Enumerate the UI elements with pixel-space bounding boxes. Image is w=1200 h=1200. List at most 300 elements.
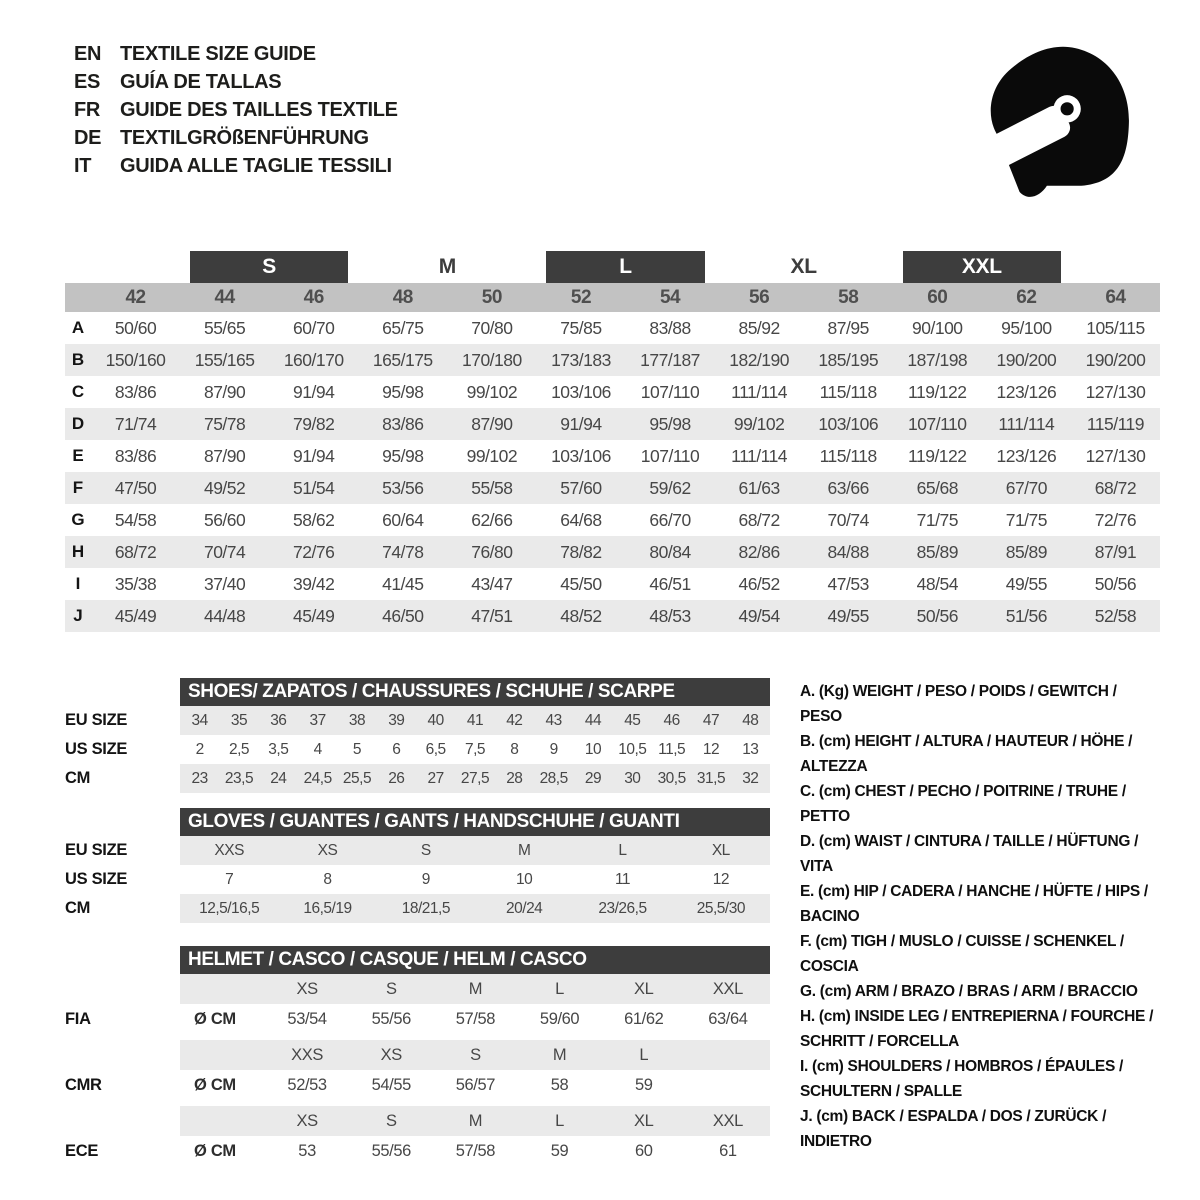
language-code: IT (74, 154, 92, 177)
measurement-value: 87/90 (203, 381, 246, 402)
measurement-value: 53/56 (382, 477, 424, 498)
gloves-size-value: 25,5/30 (696, 899, 745, 917)
measurement-value: 65/75 (382, 317, 424, 338)
measurement-value: 87/90 (471, 413, 513, 434)
measurement-value: 72/76 (1094, 509, 1137, 530)
measurement-value: 70/80 (471, 317, 513, 338)
shoes-size-value: 37 (309, 711, 326, 729)
measurement-value: 123/126 (996, 381, 1057, 402)
measurement-value: 105/115 (1086, 317, 1145, 338)
shoes-size-value: 25,5 (342, 769, 372, 787)
legend-entry: D. (cm) WAIST / CINTURA / TAILLE / HÜFTUNG / VITA (800, 833, 1139, 875)
measurement-value: 60/70 (293, 317, 335, 338)
shoes-size-value: 6 (392, 740, 401, 758)
measurement-value: 91/94 (293, 445, 335, 466)
helmet-size-label: XS (296, 1111, 318, 1130)
measurement-value: 111/114 (731, 381, 788, 402)
measurement-row-label: J (73, 606, 83, 625)
gloves-size-row (180, 836, 770, 865)
numeric-size: 46 (303, 286, 324, 308)
measurement-value: 91/94 (560, 413, 602, 434)
measurement-value: 47/53 (827, 573, 869, 594)
measurement-row (65, 472, 1160, 504)
measurement-value: 83/88 (649, 317, 691, 338)
shoes-size-value: 45 (624, 711, 641, 729)
measurement-value: 82/86 (738, 541, 780, 562)
measurement-value: 68/72 (114, 541, 157, 562)
shoes-size-value: 23,5 (224, 769, 254, 787)
measurement-value: 123/126 (996, 445, 1057, 466)
measurement-value: 59/62 (649, 477, 691, 498)
gloves-size-value: 11 (614, 870, 631, 888)
gloves-section-title: GLOVES / GUANTES / GANTS / HANDSCHUHE / GUANTI (180, 808, 770, 836)
numeric-size: 58 (838, 286, 859, 308)
measurement-value: 68/72 (738, 509, 780, 530)
measurement-value: 55/65 (203, 317, 246, 338)
measurement-value: 75/78 (203, 413, 246, 434)
measurement-value: 54/58 (114, 509, 157, 530)
shoes-size-value: 43 (545, 711, 562, 729)
measurement-row-label: D (71, 414, 85, 433)
measurement-value: 95/98 (649, 413, 691, 434)
helmet-size-value: 55/56 (371, 1009, 411, 1028)
shoes-size-row (180, 764, 770, 793)
helmet-size-value: 53 (298, 1141, 316, 1160)
measurement-row (65, 504, 1160, 536)
measurement-value: 103/106 (818, 413, 879, 434)
measurement-value: 150/160 (105, 349, 166, 370)
gloves-size-value: XL (711, 841, 730, 859)
gloves-size-value: 20/24 (506, 899, 543, 917)
measurement-value: 91/94 (293, 381, 335, 402)
measurement-value: 71/74 (114, 413, 157, 434)
helmet-size-value: 60 (634, 1141, 653, 1160)
gloves-size-value: M (517, 841, 531, 859)
measurement-value: 71/75 (916, 509, 958, 530)
shoes-size-value: 2 (195, 740, 204, 758)
measurement-row (65, 376, 1160, 408)
shoes-size-value: 36 (270, 711, 287, 729)
shoes-size-value: 46 (663, 711, 680, 729)
gloves-size-value: 9 (421, 870, 430, 888)
measurement-value: 60/64 (382, 509, 424, 530)
language-row (74, 152, 398, 180)
measurement-value: 177/187 (640, 349, 700, 370)
measurement-value: 58/62 (293, 509, 335, 530)
measurement-row-label: A (71, 318, 85, 337)
measurement-value: 67/70 (1005, 477, 1048, 498)
shoes-size-value: 28,5 (539, 769, 568, 787)
shoes-size-value: 41 (466, 711, 484, 729)
measurement-value: 127/130 (1085, 381, 1146, 402)
gloves-size-section (65, 808, 770, 923)
legend-entry: E. (cm) HIP / CADERA / HANCHE / HÜFTE / HIPS / BACINO (800, 883, 1148, 925)
shoes-size-value: 7,5 (464, 740, 486, 758)
language-guide-title: GUIDE DES TAILLES TEXTILE (120, 98, 398, 121)
numeric-size: 62 (1016, 286, 1037, 308)
helmet-standard-label: CMR (65, 1076, 102, 1094)
helmet-size-label: M (468, 979, 483, 998)
measurement-value: 76/80 (471, 541, 513, 562)
measurement-value: 119/122 (908, 445, 967, 466)
helmet-size-label: XS (380, 1045, 402, 1064)
measurement-value: 103/106 (551, 445, 611, 466)
measurement-value: 45/49 (114, 605, 157, 626)
measurement-value: 65/68 (916, 477, 958, 498)
shoes-size-value: 12 (702, 740, 720, 758)
helmet-size-label: S (385, 979, 397, 998)
helmet-unit-label: Ø CM (194, 1009, 236, 1028)
helmet-size-label: XS (296, 979, 318, 998)
helmet-size-label: M (552, 1045, 567, 1064)
helmet-standard-label-slot (65, 974, 180, 1040)
helmet-standard-label-slot (65, 1040, 180, 1106)
measurement-value: 79/82 (293, 413, 335, 434)
measurement-value: 49/55 (827, 605, 869, 626)
shoes-size-value: 27,5 (460, 769, 490, 787)
numeric-size: 42 (125, 286, 146, 308)
language-row (74, 40, 398, 68)
shoes-size-value: 24,5 (303, 769, 332, 787)
measurement-value: 43/47 (471, 573, 513, 594)
helmet-size-value: 61/62 (624, 1009, 664, 1028)
legend-entry: B. (cm) HEIGHT / ALTURA / HAUTEUR / HÖHE / ALTEZZA (800, 733, 1133, 775)
measurement-row (65, 600, 1160, 632)
helmet-size-label: S (470, 1045, 481, 1064)
language-guide-title: TEXTILE SIZE GUIDE (120, 42, 316, 65)
language-row (74, 68, 398, 96)
legend-entry: J. (cm) BACK / ESPALDA / DOS / ZURÜCK / INDIETRO (800, 1108, 1107, 1150)
helmet-sizes-row (180, 1106, 770, 1136)
helmet-standard-label-slot (65, 1106, 180, 1172)
measurement-value: 75/85 (560, 317, 602, 338)
measurement-value: 71/75 (1005, 509, 1048, 530)
measurement-value: 99/102 (466, 381, 518, 402)
helmet-sizes-row (180, 1040, 770, 1070)
measurement-value: 190/200 (1085, 349, 1146, 370)
helmet-section-title: HELMET / CASCO / CASQUE / HELM / CASCO (180, 946, 770, 974)
shoes-size-value: 47 (702, 711, 720, 729)
language-guide-title: TEXTILGRÖßENFÜHRUNG (120, 126, 369, 149)
measurement-value: 45/50 (560, 573, 602, 594)
shoes-size-value: 39 (388, 711, 405, 729)
helmet-size-value: 53/54 (287, 1009, 327, 1028)
language-code: FR (74, 98, 101, 121)
measurement-value: 63/66 (827, 477, 869, 498)
measurement-value: 56/60 (203, 509, 246, 530)
gloves-size-value: 16,5/19 (303, 899, 352, 917)
shoes-size-value: 29 (584, 769, 602, 787)
numeric-size: 44 (214, 286, 235, 308)
measurement-value: 52/58 (1094, 605, 1137, 626)
measurement-row-label: F (72, 478, 84, 497)
gloves-side-labels (65, 808, 180, 923)
helmet-standard-label: FIA (65, 1010, 91, 1028)
measurement-value: 49/52 (203, 477, 246, 498)
size-group-label: S (190, 251, 348, 283)
measurement-value: 55/58 (471, 477, 513, 498)
shoes-size-value: 10 (584, 740, 602, 758)
measurement-value: 85/92 (738, 317, 780, 338)
measurement-value: 165/175 (372, 349, 433, 370)
measurement-value: 45/49 (293, 605, 335, 626)
shoes-size-value: 23 (191, 769, 208, 787)
measurement-value: 187/198 (907, 349, 968, 370)
helmet-size-value: 57/58 (455, 1009, 496, 1028)
measurement-value: 49/55 (1005, 573, 1048, 594)
measurement-value: 99/102 (733, 413, 785, 434)
helmet-unit-label: Ø CM (194, 1141, 236, 1160)
numeric-size: 64 (1105, 286, 1126, 308)
helmet-size-label: S (385, 1111, 397, 1130)
helmet-standard-group (180, 1106, 770, 1166)
shoes-row-label: EU SIZE (65, 711, 128, 729)
gloves-size-value: XS (317, 841, 338, 859)
measurement-value: 70/74 (827, 509, 869, 530)
helmet-size-label: XXS (291, 1045, 323, 1064)
shoes-size-value: 32 (742, 769, 759, 787)
measurement-value: 160/170 (283, 349, 344, 370)
measurement-value: 48/52 (560, 605, 602, 626)
shoes-size-value: 28 (506, 769, 523, 787)
size-group-label: XXL (903, 251, 1061, 283)
gloves-size-value: 10 (516, 870, 533, 888)
shoes-size-value: 13 (742, 740, 759, 758)
shoes-size-value: 40 (427, 711, 444, 729)
helmet-size-label: XXL (712, 979, 743, 998)
shoes-size-value: 42 (506, 711, 523, 729)
helmet-standard-group (180, 1040, 770, 1100)
measurement-value: 68/72 (1094, 477, 1137, 498)
measurement-value: 51/54 (293, 477, 335, 498)
measurement-value: 83/86 (114, 381, 157, 402)
numeric-size: 52 (570, 286, 592, 308)
size-group-header-row (65, 251, 1160, 283)
measurement-value: 50/56 (916, 605, 958, 626)
measurement-value: 115/118 (819, 445, 877, 466)
measurement-row-label: I (75, 574, 81, 593)
measurement-row (65, 344, 1160, 376)
helmet-standard-label: ECE (65, 1142, 99, 1160)
shoes-size-value: 10,5 (618, 740, 647, 758)
numeric-size: 60 (927, 286, 948, 308)
measurement-value: 83/86 (382, 413, 424, 434)
measurement-value: 47/51 (471, 605, 513, 626)
helmet-size-value: 55/56 (371, 1141, 411, 1160)
measurement-value: 44/48 (203, 605, 246, 626)
measurement-legend (800, 679, 1162, 1154)
legend-entry: A. (Kg) WEIGHT / PESO / POIDS / GEWITCH / PESO (800, 683, 1117, 725)
measurement-value: 87/95 (827, 317, 869, 338)
helmet-size-value: 59 (550, 1141, 569, 1160)
helmet-size-value: 59 (634, 1075, 653, 1094)
measurement-value: 155/165 (194, 349, 255, 370)
gloves-size-row (180, 865, 770, 894)
legend-entry: I. (cm) SHOULDERS / HOMBROS / ÉPAULES / SCHULTERN / SPALLE (800, 1058, 1124, 1100)
measurement-row-label: G (71, 510, 85, 529)
helmet-values-row (180, 1070, 770, 1100)
language-row (74, 124, 398, 152)
measurement-value: 119/122 (908, 381, 967, 402)
measurement-value: 173/183 (551, 349, 611, 370)
shoes-size-value: 27 (427, 769, 444, 787)
legend-entry: C. (cm) CHEST / PECHO / POITRINE / TRUHE / PETTO (800, 783, 1126, 825)
measurement-value: 85/89 (916, 541, 958, 562)
measurement-value: 95/98 (382, 381, 424, 402)
measurement-value: 64/68 (560, 509, 602, 530)
helmet-size-value: 56/57 (455, 1075, 496, 1094)
shoes-section-title: SHOES/ ZAPATOS / CHAUSSURES / SCHUHE / SCARPE (180, 678, 770, 706)
gloves-size-value: 23/26,5 (598, 899, 647, 917)
measurement-value: 47/50 (114, 477, 157, 498)
language-guide-title: GUÍA DE TALLAS (120, 70, 282, 93)
measurement-value: 78/82 (560, 541, 602, 562)
helmet-values-row (180, 1004, 770, 1034)
shoes-size-value: 44 (584, 711, 602, 729)
measurement-row (65, 312, 1160, 344)
shoes-size-value: 38 (348, 711, 366, 729)
shoes-size-row (180, 735, 770, 764)
measurement-rows (65, 312, 1160, 632)
measurement-value: 115/119 (1086, 413, 1145, 434)
measurement-value: 87/90 (203, 445, 246, 466)
shoes-size-value: 24 (270, 769, 287, 787)
measurement-value: 41/45 (382, 573, 424, 594)
gloves-size-value: 12 (712, 870, 729, 888)
language-title-block (74, 40, 398, 180)
numeric-size: 56 (749, 286, 770, 308)
measurement-row (65, 440, 1160, 472)
measurement-value: 115/118 (819, 381, 877, 402)
measurement-value: 46/52 (738, 573, 780, 594)
measurement-value: 39/42 (293, 573, 335, 594)
shoes-size-value: 4 (313, 740, 322, 758)
shoes-size-value: 5 (352, 740, 362, 758)
helmet-size-value: 59/60 (539, 1009, 580, 1028)
measurement-value: 57/60 (560, 477, 602, 498)
helmet-size-value: 63/64 (708, 1009, 748, 1028)
measurement-value: 107/110 (640, 445, 700, 466)
numeric-size: 50 (481, 286, 502, 308)
helmet-size-label: L (555, 1111, 564, 1130)
measurement-value: 111/114 (731, 445, 788, 466)
gloves-size-value: L (618, 841, 627, 859)
measurement-value: 182/190 (729, 349, 789, 370)
helmet-size-label: M (468, 1111, 483, 1130)
legend-entry: H. (cm) INSIDE LEG / ENTREPIERNA / FOURCHE / SCHRITT / FORCELLA (800, 1008, 1154, 1050)
measurement-value: 87/91 (1094, 541, 1137, 562)
numeric-size: 48 (392, 286, 413, 308)
gloves-row-label: EU SIZE (65, 841, 128, 859)
shoes-size-value: 30,5 (657, 769, 686, 787)
measurement-value: 103/106 (551, 381, 611, 402)
helmet-side-labels (65, 946, 180, 1172)
helmet-size-value: 52/53 (287, 1075, 327, 1094)
shoes-size-value: 30 (624, 769, 641, 787)
measurement-value: 46/50 (382, 605, 424, 626)
shoes-size-row (180, 706, 770, 735)
shoes-size-value: 8 (510, 740, 519, 758)
textile-size-table (65, 251, 1160, 632)
gloves-row-label: CM (65, 899, 91, 917)
shoes-size-value: 34 (191, 711, 208, 729)
measurement-row (65, 568, 1160, 600)
gloves-size-value: S (420, 841, 431, 859)
measurement-value: 190/200 (996, 349, 1057, 370)
shoes-size-value: 2,5 (228, 740, 250, 758)
measurement-row (65, 536, 1160, 568)
gloves-size-value: 12,5/16,5 (199, 899, 260, 917)
shoes-size-section (65, 678, 770, 793)
size-group-label: L (546, 251, 704, 283)
helmet-unit-label: Ø CM (194, 1075, 236, 1094)
racing-helmet-icon (978, 42, 1134, 204)
shoes-size-value: 9 (549, 740, 558, 758)
helmet-size-value: 61 (719, 1141, 737, 1160)
measurement-row (65, 408, 1160, 440)
measurement-value: 80/84 (649, 541, 691, 562)
helmet-size-value: 57/58 (455, 1141, 496, 1160)
measurement-value: 185/195 (818, 349, 879, 370)
language-code: DE (74, 126, 102, 149)
size-group-label: M (438, 255, 456, 278)
measurement-value: 95/100 (1001, 317, 1052, 338)
size-group-label: XL (790, 255, 817, 278)
measurement-value: 37/40 (203, 573, 246, 594)
gloves-size-row (180, 894, 770, 923)
helmet-size-value: 58 (550, 1075, 569, 1094)
shoes-size-value: 35 (230, 711, 248, 729)
language-guide-title: GUIDA ALLE TAGLIE TESSILI (120, 154, 392, 177)
helmet-size-label: XXL (712, 1111, 743, 1130)
measurement-value: 90/100 (912, 317, 963, 338)
helmet-size-label: XL (634, 1111, 654, 1130)
helmet-size-value: 54/55 (371, 1075, 411, 1094)
measurement-value: 74/78 (382, 541, 424, 562)
measurement-value: 72/76 (293, 541, 335, 562)
measurement-value: 170/180 (461, 349, 522, 370)
measurement-row-label: H (71, 542, 85, 561)
measurement-value: 46/51 (649, 573, 691, 594)
measurement-value: 50/56 (1094, 573, 1137, 594)
helmet-standard-group (180, 974, 770, 1034)
helmet-size-label: XL (634, 979, 654, 998)
numeric-size: 54 (659, 286, 681, 308)
measurement-value: 83/86 (114, 445, 157, 466)
measurement-value: 107/110 (640, 381, 700, 402)
measurement-value: 95/98 (382, 445, 424, 466)
helmet-values-row (180, 1136, 770, 1166)
shoes-side-labels (65, 678, 180, 793)
shoes-size-value: 6,5 (425, 740, 446, 758)
measurement-value: 111/114 (998, 413, 1055, 434)
language-code: EN (74, 42, 102, 65)
measurement-value: 51/56 (1005, 605, 1048, 626)
measurement-value: 61/63 (738, 477, 780, 498)
shoes-size-value: 11,5 (658, 740, 686, 758)
shoes-size-value: 48 (742, 711, 759, 729)
measurement-value: 85/89 (1005, 541, 1048, 562)
helmet-size-label: L (639, 1045, 649, 1064)
shoes-size-value: 31,5 (696, 769, 726, 787)
shoes-size-value: 26 (388, 769, 405, 787)
gloves-size-value: 18/21,5 (401, 899, 450, 917)
shoes-row-label: US SIZE (65, 740, 128, 758)
measurement-value: 49/54 (738, 605, 780, 626)
measurement-value: 84/88 (827, 541, 869, 562)
shoes-size-value: 3,5 (268, 740, 289, 758)
measurement-value: 66/70 (649, 509, 691, 530)
